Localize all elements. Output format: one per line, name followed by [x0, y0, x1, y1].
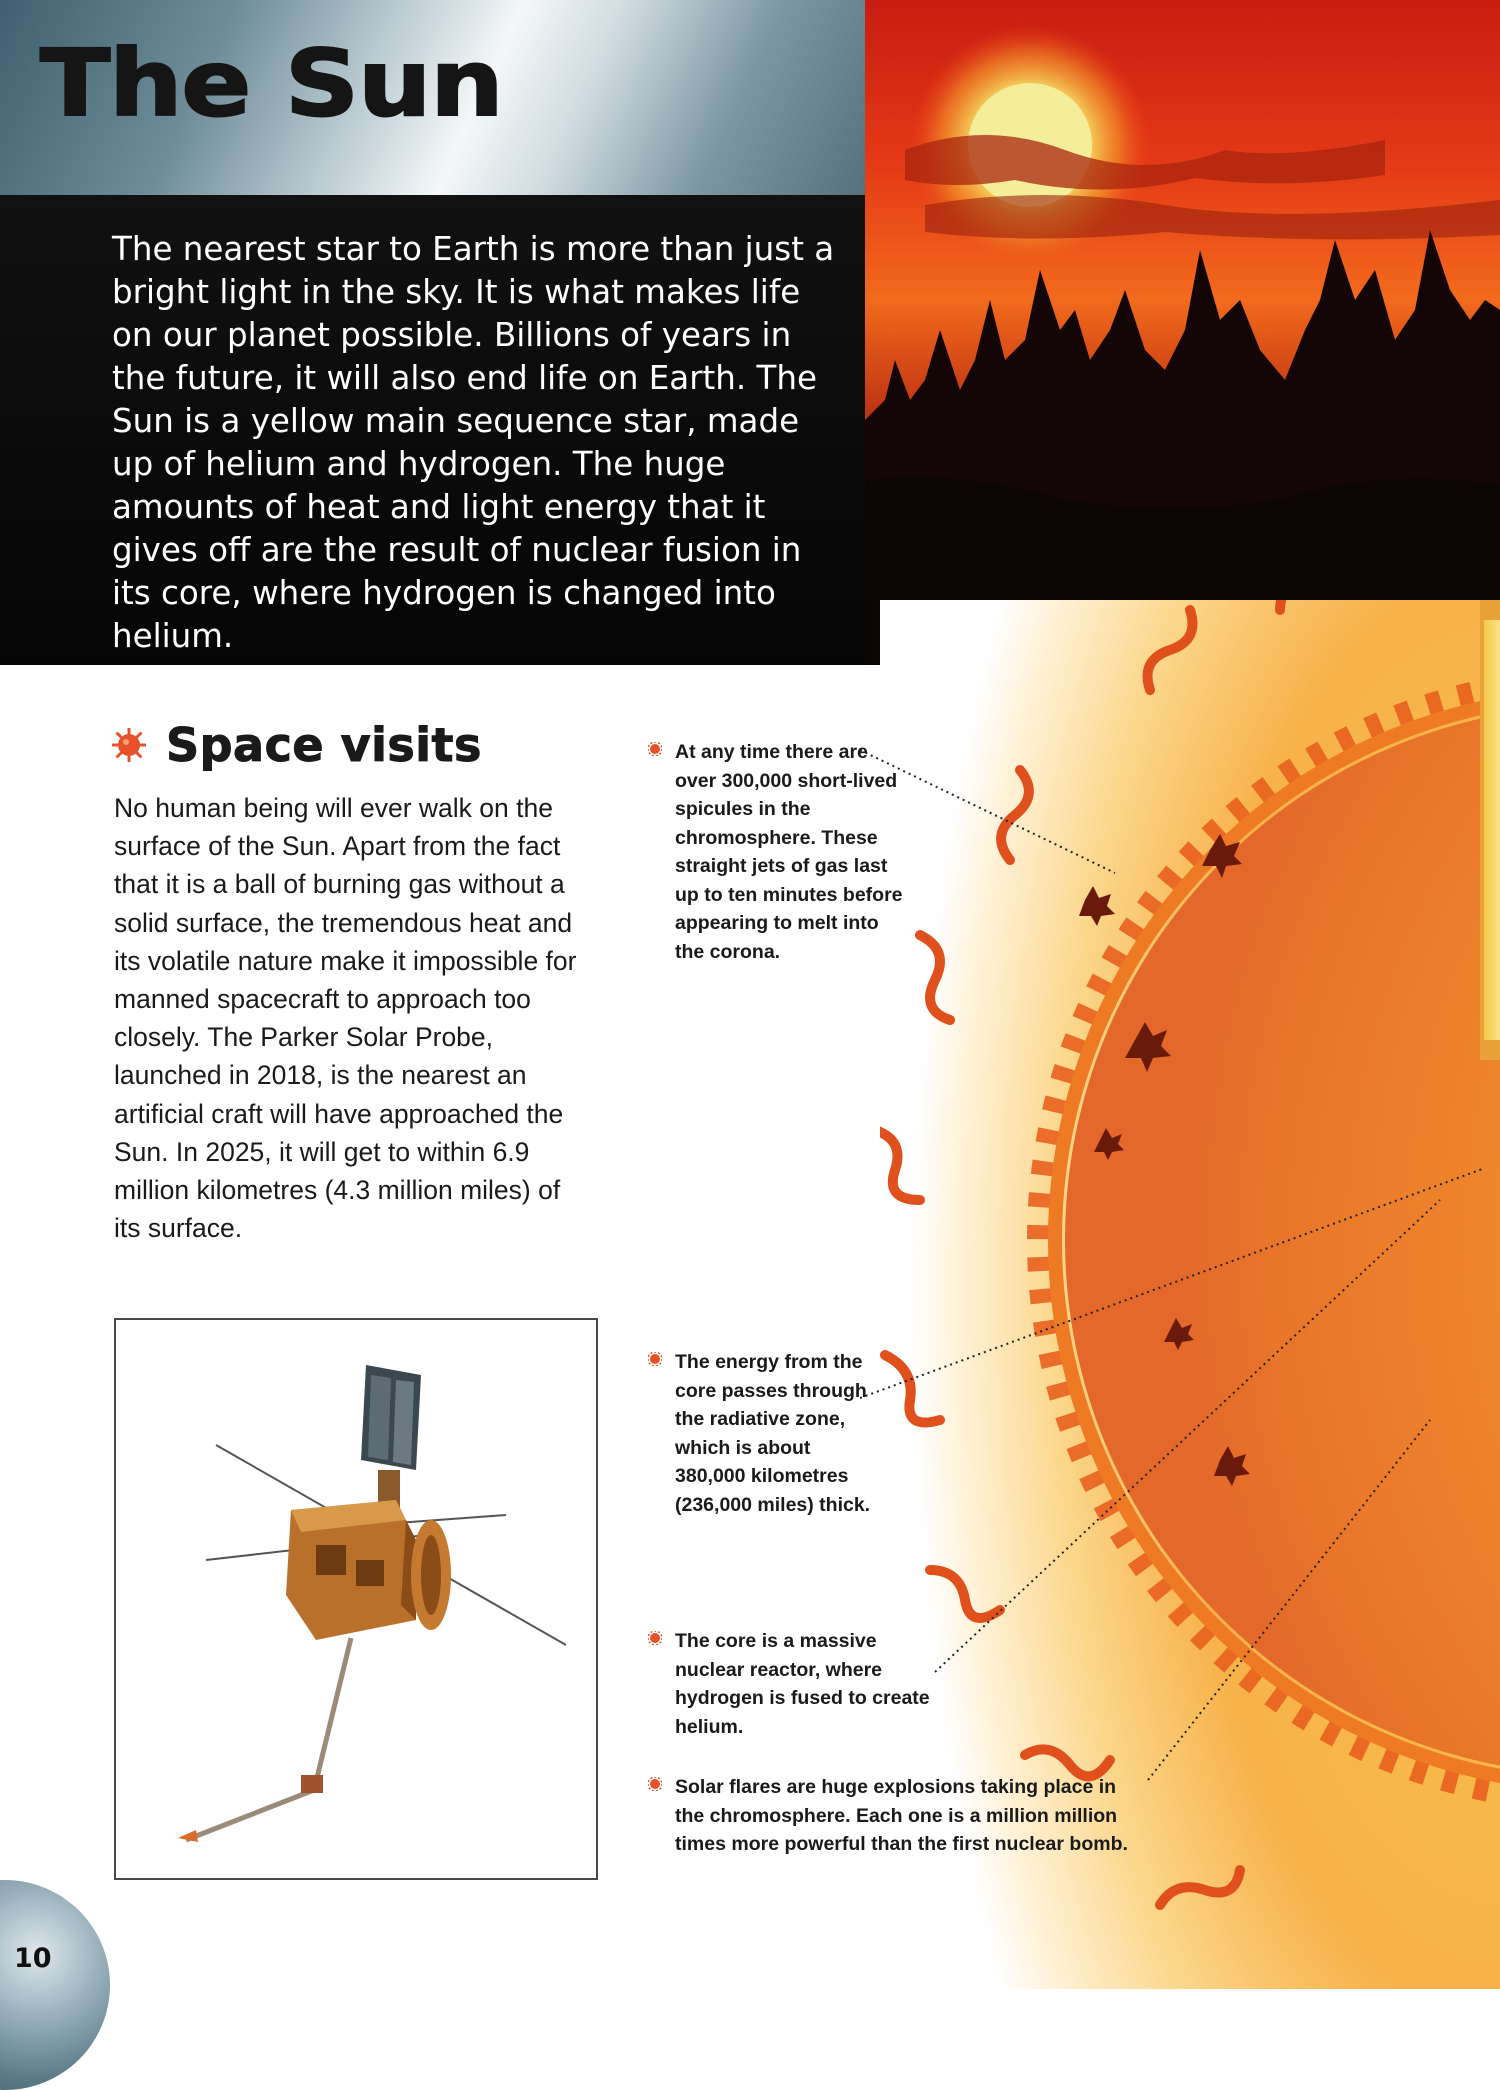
callout-solar-flares: [675, 1773, 1135, 1859]
sun-burst-icon: [112, 728, 146, 762]
page-number-tab: [0, 1880, 110, 2090]
solar-probe-illustration: [116, 1320, 596, 1878]
sun-bullet-icon: [648, 1777, 662, 1791]
page-number: 10: [14, 1943, 52, 1974]
title-panel: [0, 0, 865, 195]
sun-bullet-icon: [648, 742, 662, 756]
section-body: No human being will ever walk on the surface of the Sun. Apart from the fact that it is a ball of burning gas without a solid surface, the tremendous heat and its volatile nature make it impossible for manned spacecraft to approach too closely. The Parker Solar Probe, launched in 2018, is the nearest an artificial craft will have approached the Sun. In 2025, it will get to within 6.9 million kilometres (4.3 million miles) of its surface.: [114, 793, 577, 1244]
sun-bullet-icon: [648, 1631, 662, 1645]
callout-core: [675, 1627, 935, 1741]
callout-text: Solar flares are huge explosions taking place in the chromosphere. Each one is a million million times more powerful than the first nuclear bomb.: [675, 1776, 1128, 1855]
section-heading: [112, 718, 482, 772]
sun-bullet-icon: [648, 1352, 662, 1366]
page-title: The Sun: [40, 30, 503, 137]
callout-text: The energy from the core passes through the radiative zone, which is about 380,000 kilometres (236,000 miles) thick.: [675, 1351, 871, 1516]
intro-paragraph: The nearest star to Earth is more than just a bright light in the sky. It is what makes life on our planet possible. Billions of years in the future, it will also end life on Earth. The Sun is a yellow main sequence star, made up of helium and hydrogen. The huge amounts of heat and light energy that it gives off are the result of nuclear fusion in its core, where hydrogen is changed into helium.: [112, 230, 835, 655]
sunset-photo: [865, 0, 1500, 665]
probe-image-frame: [114, 1318, 598, 1880]
callout-radiative-zone: [675, 1348, 885, 1519]
callout-spicules: [675, 738, 905, 966]
header-band: [0, 0, 1500, 665]
section-heading-text: Space visits: [166, 718, 482, 772]
callout-text: At any time there are over 300,000 short-lived spicules in the chromosphere. These straight jets of gas last up to ten minutes before appearing to melt into the corona.: [675, 741, 903, 963]
callout-text: The core is a massive nuclear reactor, where hydrogen is fused to create helium.: [675, 1630, 930, 1738]
